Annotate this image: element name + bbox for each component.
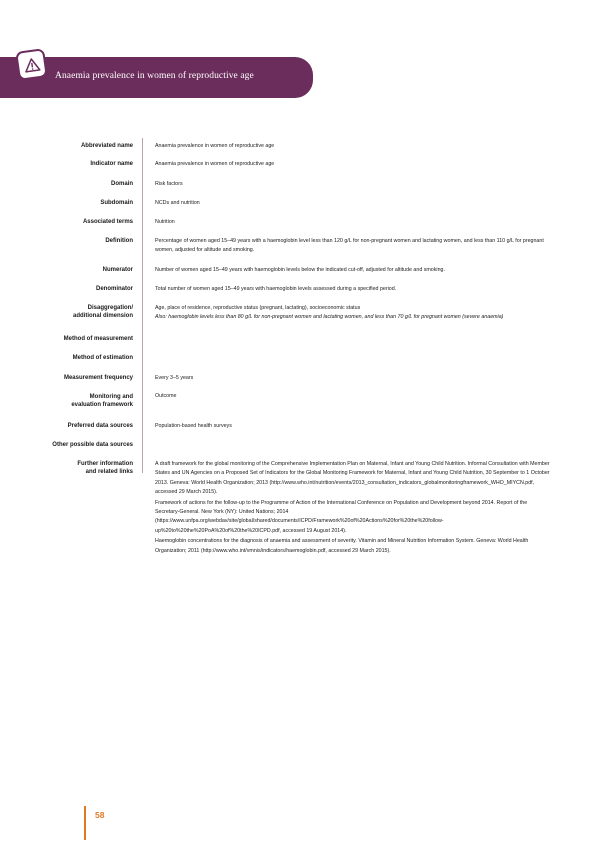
field-value: NCDs and nutrition [155, 200, 200, 206]
field-label: Measurement frequency [63, 375, 133, 381]
field-label: Associated terms [82, 219, 133, 225]
field-label-line: additional dimension [72, 312, 133, 319]
reference-item: Haemoglobin concentrations for the diagnosis of anaemia and assessment of severity. Vitamin and Mineral Nutrition Information System. Geneva: World Health Organization; 2011 (http://www.who.int/vmnis/indicators/haemoglobin.pdf, accessed 29 March 2015). [155, 538, 529, 554]
field-value-note: Also: haemoglobin levels less than 80 g/L for non-pregnant women and lactating women, and less than 70 g/L for pregnant women (severe anaemia) [155, 314, 504, 321]
field-value: Percentage of women aged 15–49 years with a haemoglobin level less than 120 g/L for non-pregnant women and lactating women, and less than 110 g/L for pregnant women, adjusted for altitude and smoking. [155, 238, 544, 254]
field-value: Number of women aged 15–49 years with haemoglobin levels below the indicated cut-off, adjusted for altitude and smoking. [155, 267, 445, 273]
references-list [155, 460, 553, 557]
warning-triangle-icon [15, 48, 48, 81]
field-value: Outcome [155, 393, 177, 399]
page-title: Anaemia prevalence in women of reproductive age [55, 71, 254, 81]
field-value: Anaemia prevalence in women of reproductive age [155, 143, 275, 149]
field-label: Method of estimation [72, 355, 133, 361]
field-label: Domain [110, 181, 133, 187]
page-number-rule [84, 806, 86, 840]
field-value-line: Age, place of residence, reproductive status (pregnant, lactating), socioeconomic status [155, 305, 361, 311]
page-number: 58 [95, 810, 105, 820]
field-label: Method of measurement [63, 336, 133, 342]
reference-item: A draft framework for the global monitoring of the Comprehensive Implementation Plan on Maternal, Infant and Young Child Nutrition. Informal Consultation with Member States and UN Agencies on a Proposed Set of Indicators for the Global Monitoring Framework for Maternal, Infant and Young Child Nutrition, 30 September to 1 October 2013. Geneva: World Health Organization; 2013 (http://www.who.int/nutrition/events/2013_consultation_indicators_globalmonitoringframework_WHO_MIYCN.pdf, accessed 29 March 2015). [155, 461, 550, 496]
field-value: Risk factors [155, 181, 183, 187]
column-divider [142, 138, 143, 473]
field-label-line: Further information [77, 461, 133, 467]
field-label: Denominator [95, 286, 133, 292]
field-value: Population-based health surveys [155, 423, 232, 429]
field-label: Definition [105, 238, 133, 244]
field-value: Total number of women aged 15–49 years with haemoglobin levels assessed during a specified period. [155, 286, 397, 292]
field-label: Preferred data sources [67, 423, 133, 429]
field-label: Other possible data sources [52, 442, 133, 448]
field-label [40, 394, 133, 409]
field-value [155, 304, 553, 323]
field-value: Anaemia prevalence in women of reproductive age [155, 161, 275, 167]
reference-item: Framework of actions for the follow-up to the Programme of Action of the International Conference on Population and Development beyond 2014. Report of the Secretary-General. New York (NY): United Nations; 2014 (https://www.unfpa.org/webdav/site/global/shared/documents/ICPD/Framework%20of%20Actions%20for%20the%20follow-up%20to%20the%20PoA%20of%20the%20ICPD.pdf, accessed 19 August 2014). [155, 499, 528, 534]
field-label [40, 305, 133, 320]
field-value: Every 3–5 years [155, 375, 194, 381]
field-label-line: Monitoring and [89, 394, 133, 400]
field-label-line: evaluation framework [71, 401, 133, 408]
field-label [40, 461, 133, 476]
field-label: Indicator name [90, 161, 133, 167]
field-label: Numerator [102, 267, 133, 273]
field-value: Nutrition [155, 219, 175, 225]
field-label: Abbreviated name [80, 143, 133, 149]
field-label-line: and related links [85, 468, 133, 475]
field-label-line: Disaggregation/ [87, 305, 133, 311]
field-label: Subdomain [100, 200, 133, 206]
